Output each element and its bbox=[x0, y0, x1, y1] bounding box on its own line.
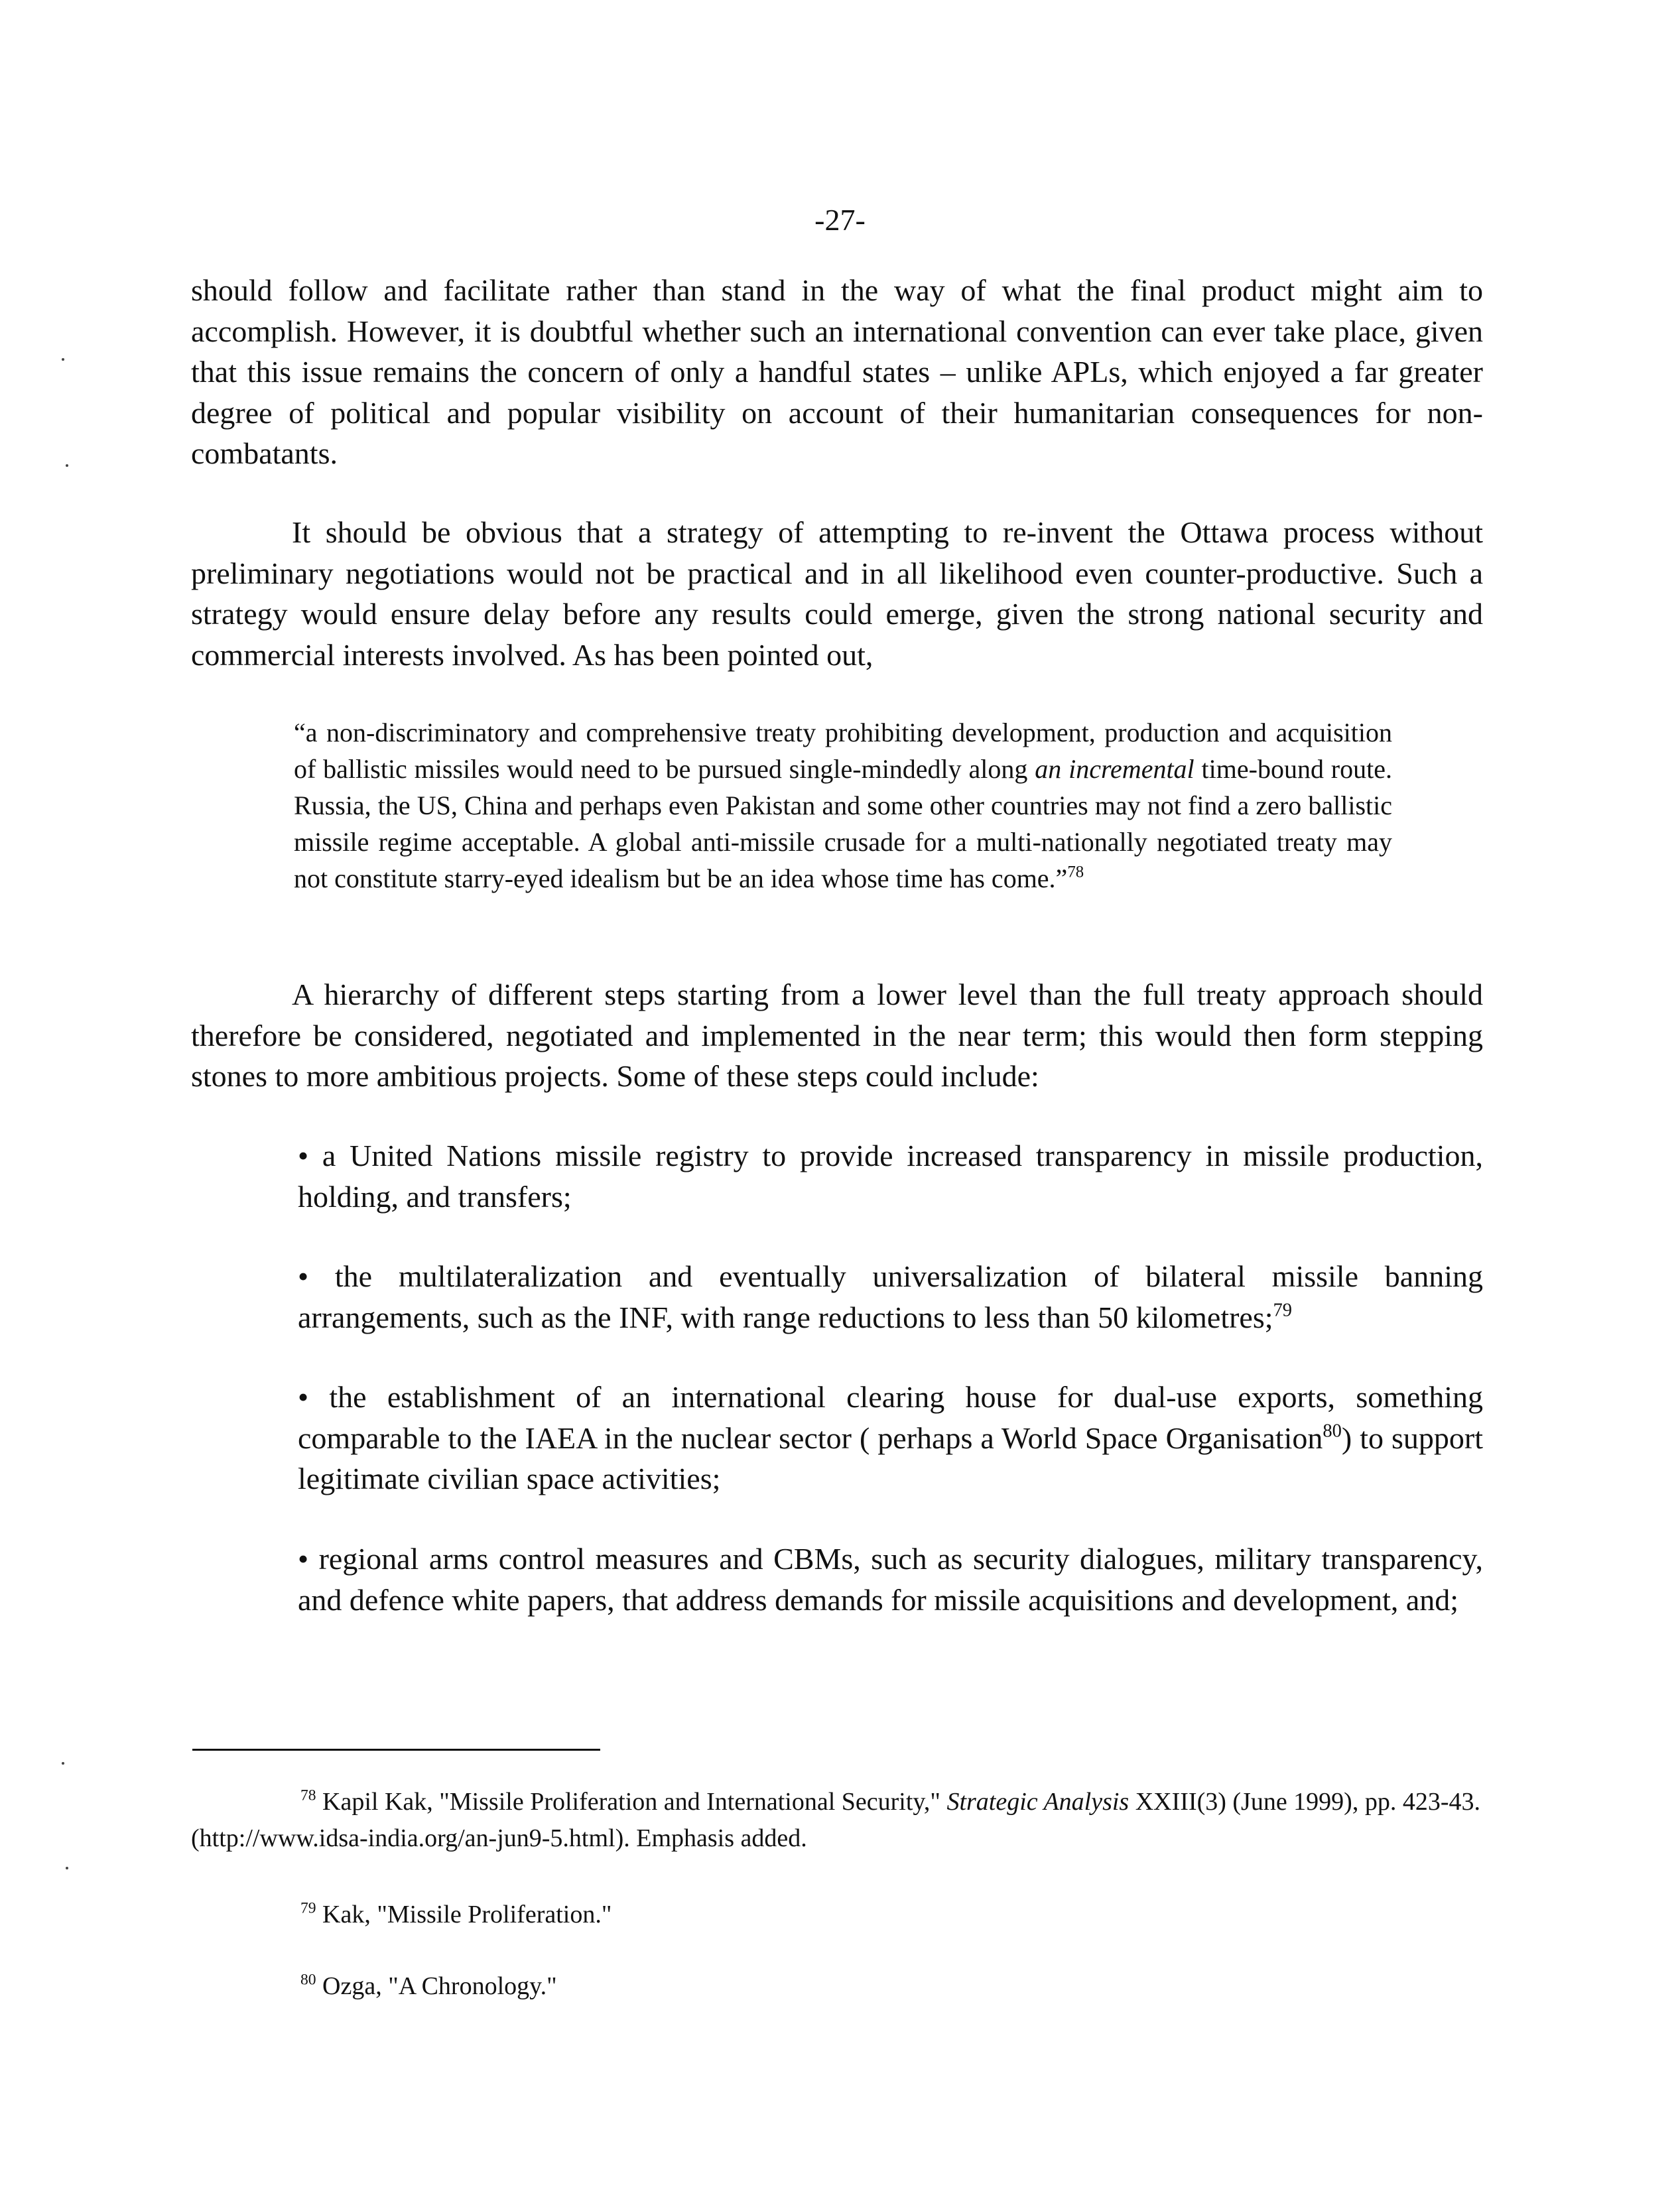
quote-emphasis: an incremental bbox=[1035, 754, 1195, 784]
bullet-clearing-house-text-end: ) to support legitimate civilian space activities; bbox=[298, 1420, 1483, 1495]
footnote-marker-79: 79 bbox=[300, 1899, 316, 1917]
paragraph-convention-doubt: should follow and facilitate rather than stand in the way of what the final product might aim to accomplish. However, it is doubtful whether such an international convention can ever take place, given that this issue remains the concern of only a handful states – unlike APLs, which enjoyed a far greater degree of political and popular visibility on account of their humanitarian consequences for non-combatants. bbox=[191, 273, 1483, 470]
bullet-regional-arms-control: • regional arms control measures and CBMs, such as security dialogues, military transparency, and defence white papers, that address demands for missile acquisitions and development, and; bbox=[298, 1542, 1483, 1617]
bullet-multilateralization-text: • the multilateralization and eventually universalization of bilateral missile banning arrangements, such as the INF, with range reductions to less than 50 kilometres; bbox=[298, 1259, 1483, 1334]
footnote-78-text-end: XXIII(3) (June 1999), pp. 423-43. (http://www.idsa-india.org/an-jun9-5.html). Emphasis added. bbox=[191, 1788, 1480, 1852]
bullet-multilateralization bbox=[298, 1256, 1483, 1338]
bullet-clearing-house bbox=[298, 1377, 1483, 1499]
footnote-80-text: Ozga, "A Chronology." bbox=[316, 1972, 557, 2000]
scan-speck bbox=[66, 464, 68, 467]
paragraph-ottawa-process: It should be obvious that a strategy of attempting to re-invent the Ottawa process without preliminary negotiations would not be practical and in all likelihood even counter-productive. Such a strategy would ensure delay before any results could emerge, given the strong national security and commercial interests involved. As has been pointed out, bbox=[191, 515, 1483, 672]
paragraph-hierarchy-steps: A hierarchy of different steps starting from a lower level than the full treaty approach should therefore be considered, negotiated and implemented in the near term; this would then form stepping stones to more ambitious projects. Some of these steps could include: bbox=[191, 977, 1483, 1093]
scan-speck bbox=[66, 1867, 68, 1869]
footnote-separator bbox=[192, 1749, 600, 1751]
footnote-ref-80[interactable]: 80 bbox=[1323, 1420, 1342, 1441]
footnote-ref-78[interactable]: 78 bbox=[1067, 863, 1084, 881]
footnote-ref-79[interactable]: 79 bbox=[1273, 1299, 1293, 1320]
footnote-78-text-start: Kapil Kak, "Missile Proliferation and International Security," bbox=[316, 1788, 947, 1816]
footnote-marker-78: 78 bbox=[300, 1787, 316, 1804]
block-quote bbox=[294, 714, 1392, 897]
footnote-78 bbox=[191, 1784, 1483, 1857]
scan-speck bbox=[62, 1762, 64, 1765]
footnote-79-text: Kak, "Missile Proliferation." bbox=[316, 1901, 612, 1928]
bullet-missile-registry: • a United Nations missile registry to provide increased transparency in missile production, holding, and transfers; bbox=[298, 1139, 1483, 1214]
bullet-clearing-house-text-start: • the establishment of an international clearing house for dual-use exports, something comparable to the IAEA in the nuclear sector ( perhaps a World Space Organisation bbox=[298, 1380, 1483, 1455]
footnote-80 bbox=[191, 1968, 1483, 2005]
page-number: -27- bbox=[814, 203, 866, 237]
quote-text-start: “a non-discriminatory and comprehensive treaty prohibiting development, production and acquisition of ballistic missiles would need to be pursued single-mindedly along bbox=[294, 718, 1392, 784]
footnote-79 bbox=[191, 1897, 1483, 1933]
scan-speck bbox=[62, 358, 64, 361]
quote-text-end: time-bound route. Russia, the US, China and perhaps even Pakistan and some other countries may not find a zero ballistic missile regime acceptable. A global anti-missile crusade for a multi-nationally negotiated treaty may not constitute starry-eyed idealism but be an idea whose time has come.” bbox=[294, 754, 1392, 893]
footnote-78-title: Strategic Analysis bbox=[946, 1788, 1130, 1816]
footnote-marker-80: 80 bbox=[300, 1971, 316, 1989]
